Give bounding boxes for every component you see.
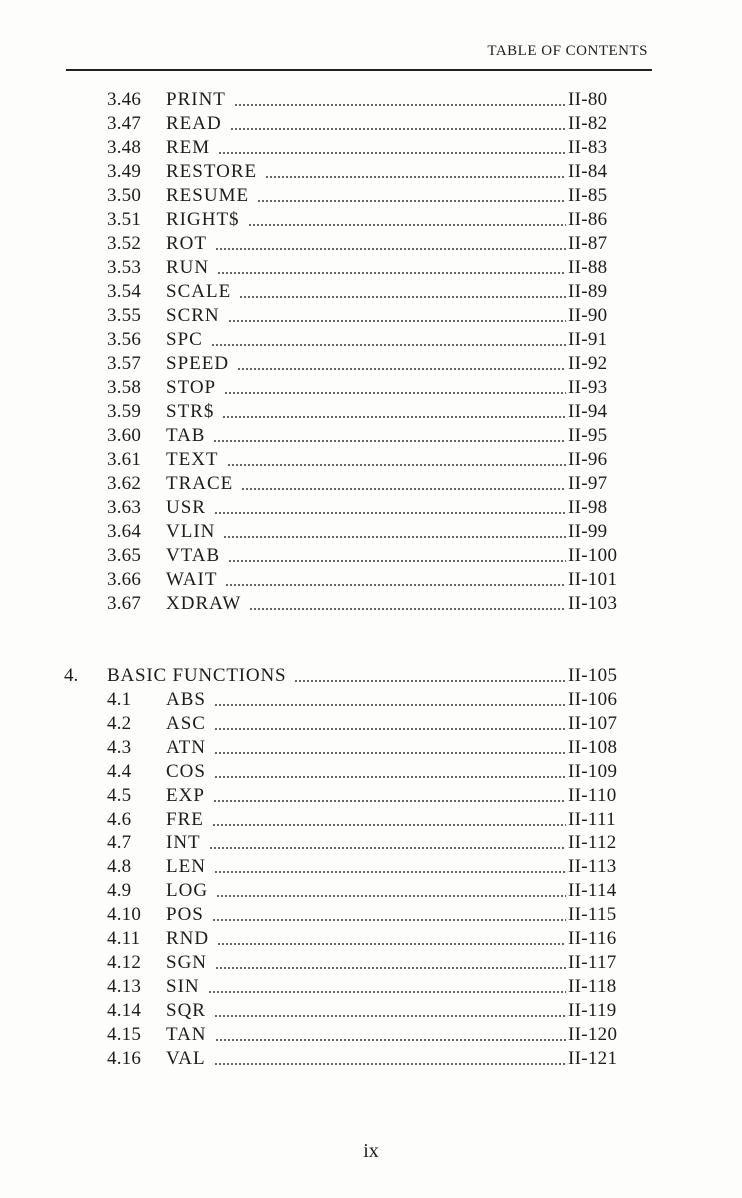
toc-entry[interactable] bbox=[0, 712, 742, 736]
toc-entry-title: LOG bbox=[166, 880, 209, 902]
dot-leader bbox=[214, 752, 566, 754]
toc-entry-title: SQR bbox=[166, 999, 206, 1021]
dot-leader bbox=[214, 728, 566, 730]
toc-entry[interactable] bbox=[0, 1047, 742, 1071]
toc-entry[interactable] bbox=[0, 112, 742, 136]
toc-entry-page: II-114 bbox=[568, 880, 617, 902]
toc-entry[interactable] bbox=[0, 376, 742, 400]
dot-leader bbox=[294, 680, 566, 682]
toc-entry-number: 4.1 bbox=[107, 689, 132, 710]
dot-leader bbox=[215, 248, 566, 250]
dot-leader bbox=[224, 392, 566, 394]
toc-entry[interactable] bbox=[0, 88, 742, 112]
toc-entry-number: 3.58 bbox=[107, 377, 142, 398]
dot-leader bbox=[214, 776, 566, 778]
toc-entry-title: ROT bbox=[166, 233, 207, 254]
running-header: TABLE OF CONTENTS bbox=[487, 43, 648, 59]
toc-entry[interactable] bbox=[0, 496, 742, 520]
toc-entry-number: 4.3 bbox=[107, 736, 132, 758]
dot-leader bbox=[249, 608, 566, 610]
toc-entry-number: 3.56 bbox=[107, 329, 142, 350]
toc-entry-page: II-113 bbox=[568, 856, 617, 878]
toc-entry-title: VTAB bbox=[166, 545, 221, 566]
dot-leader bbox=[214, 1063, 566, 1065]
toc-entry-number: 4.16 bbox=[107, 1047, 142, 1069]
toc-entry[interactable] bbox=[0, 592, 742, 616]
toc-entry-number: 4.11 bbox=[107, 928, 141, 949]
toc-entry-page: II-121 bbox=[568, 1047, 618, 1069]
page-number: ix bbox=[363, 1140, 379, 1162]
toc-entry-title: COS bbox=[166, 760, 206, 782]
toc-entry[interactable] bbox=[0, 784, 742, 808]
toc-entry-title: ATN bbox=[166, 736, 206, 758]
toc-entry[interactable] bbox=[0, 448, 742, 472]
toc-entry-page: II-95 bbox=[568, 425, 608, 446]
toc-entry-page: II-80 bbox=[568, 89, 608, 110]
toc-entry-number: 3.51 bbox=[107, 209, 142, 230]
toc-entry-number: 4.7 bbox=[107, 832, 132, 854]
toc-entry-title: TEXT bbox=[166, 449, 219, 470]
toc-entry-page: II-119 bbox=[568, 999, 617, 1021]
toc-entry-title: SPEED bbox=[166, 353, 230, 374]
toc-entry[interactable] bbox=[0, 136, 742, 160]
toc-entry-number: 3.64 bbox=[107, 521, 142, 542]
dot-leader bbox=[228, 560, 566, 562]
toc-entry-page: II-108 bbox=[568, 736, 618, 758]
toc-entry-title: XDRAW bbox=[166, 593, 242, 614]
toc-entry-page: II-112 bbox=[568, 832, 617, 854]
toc-entry-page: II-115 bbox=[568, 904, 617, 926]
toc-entry-page: II-89 bbox=[568, 281, 608, 302]
dot-leader bbox=[227, 464, 566, 466]
toc-entry-number: 4.4 bbox=[107, 760, 132, 782]
toc-entry-page: II-87 bbox=[568, 233, 608, 254]
toc-entry[interactable] bbox=[0, 568, 742, 592]
toc-entry-number: 3.60 bbox=[107, 425, 142, 446]
toc-entry-page: II-94 bbox=[568, 401, 608, 422]
toc-entry-number: 3.55 bbox=[107, 305, 142, 326]
toc-entry-page: II-101 bbox=[568, 569, 618, 590]
toc-entry-number: 4. bbox=[64, 665, 79, 686]
toc-entry[interactable] bbox=[0, 951, 742, 975]
toc-entry-title: SGN bbox=[166, 951, 208, 973]
toc-entry-page: II-109 bbox=[568, 760, 618, 782]
toc-entry-title: USR bbox=[166, 497, 206, 518]
dot-leader bbox=[257, 200, 566, 202]
toc-entry-number: 3.52 bbox=[107, 233, 142, 254]
dot-leader bbox=[223, 536, 566, 538]
toc-entry-title: SPC bbox=[166, 329, 203, 350]
toc-entry-page: II-85 bbox=[568, 185, 608, 206]
dot-leader bbox=[234, 104, 566, 106]
toc-entry-page: II-84 bbox=[568, 161, 608, 182]
toc-entry-page: II-118 bbox=[568, 975, 617, 997]
toc-entry-number: 4.15 bbox=[107, 1023, 142, 1045]
toc-entry[interactable] bbox=[0, 760, 742, 784]
dot-leader bbox=[209, 847, 566, 849]
toc-entry-number: 4.8 bbox=[107, 856, 132, 878]
toc-entry-number: 3.63 bbox=[107, 497, 142, 518]
toc-entry-title: ASC bbox=[166, 712, 206, 734]
dot-leader bbox=[230, 128, 566, 130]
toc-entry-page: II-100 bbox=[568, 545, 618, 566]
toc-entry-title: VAL bbox=[166, 1047, 206, 1069]
toc-entry-number: 3.59 bbox=[107, 401, 142, 422]
toc-entry-page: II-88 bbox=[568, 257, 608, 278]
dot-leader bbox=[215, 967, 566, 969]
toc-entry-title: TAB bbox=[166, 425, 206, 446]
toc-entry-number: 3.50 bbox=[107, 185, 142, 206]
toc-entry[interactable] bbox=[0, 520, 742, 544]
toc-entry[interactable] bbox=[0, 903, 742, 927]
dot-leader bbox=[218, 152, 566, 154]
toc-entry-page: II-111 bbox=[568, 808, 616, 830]
dot-leader bbox=[214, 871, 566, 873]
toc-entry[interactable] bbox=[0, 855, 742, 879]
toc-entry-number: 4.9 bbox=[107, 880, 132, 902]
toc-entry-number: 3.65 bbox=[107, 545, 142, 566]
toc-entry[interactable] bbox=[0, 808, 742, 832]
toc-entry-page: II-98 bbox=[568, 497, 608, 518]
toc-entry-page: II-91 bbox=[568, 329, 608, 350]
toc-entry-number: 4.6 bbox=[107, 808, 132, 830]
toc-entry[interactable] bbox=[0, 184, 742, 208]
toc-entry-page: II-93 bbox=[568, 377, 608, 398]
toc-entry-page: II-116 bbox=[568, 928, 617, 949]
dot-leader bbox=[216, 895, 566, 897]
toc-entry-number: 3.66 bbox=[107, 569, 142, 590]
dot-leader bbox=[214, 1015, 566, 1017]
toc-entry[interactable] bbox=[0, 280, 742, 304]
toc-entry-title: VLIN bbox=[166, 521, 216, 542]
toc-entry-title: SCALE bbox=[166, 281, 232, 302]
toc-entry-page: II-107 bbox=[568, 712, 618, 734]
toc-entry[interactable] bbox=[0, 975, 742, 999]
toc-entry[interactable] bbox=[0, 328, 742, 352]
toc-entry-title: REM bbox=[166, 137, 211, 158]
toc-entry-title: PRINT bbox=[166, 89, 226, 110]
toc-entry-page: II-92 bbox=[568, 353, 608, 374]
toc-entry[interactable] bbox=[0, 208, 742, 232]
dot-leader bbox=[217, 272, 566, 274]
dot-leader bbox=[213, 440, 566, 442]
toc-entry-number: 4.5 bbox=[107, 784, 132, 806]
toc-entry-number: 4.10 bbox=[107, 904, 142, 926]
toc-entry-page: II-83 bbox=[568, 137, 608, 158]
toc-entry[interactable] bbox=[0, 544, 742, 568]
toc-entry-number: 3.53 bbox=[107, 257, 142, 278]
dot-leader bbox=[248, 224, 566, 226]
toc-entry[interactable] bbox=[0, 999, 742, 1023]
toc-entry-number: 3.54 bbox=[107, 281, 142, 302]
toc-entry-title: WAIT bbox=[166, 569, 218, 590]
toc-entry-number: 3.49 bbox=[107, 161, 142, 182]
toc-entry-number: 4.14 bbox=[107, 999, 142, 1021]
dot-leader bbox=[225, 584, 566, 586]
toc-entry-number: 3.61 bbox=[107, 449, 142, 470]
toc-entry-title: RESUME bbox=[166, 185, 250, 206]
toc-entry-page: II-97 bbox=[568, 473, 608, 494]
toc-entry-page: II-110 bbox=[568, 784, 617, 806]
toc-entry[interactable] bbox=[0, 304, 742, 328]
toc-entry-title: RUN bbox=[166, 257, 210, 278]
toc-entry-number: 3.48 bbox=[107, 137, 142, 158]
toc-entry-title: SCRN bbox=[166, 305, 220, 326]
toc-entry-page: II-90 bbox=[568, 305, 608, 326]
toc-entry-title: BASIC FUNCTIONS bbox=[107, 665, 287, 686]
toc-entry-page: II-117 bbox=[568, 951, 617, 973]
toc-section-heading[interactable] bbox=[0, 664, 742, 688]
dot-leader bbox=[241, 488, 566, 490]
toc-entry-title: SIN bbox=[166, 975, 200, 997]
toc-entry[interactable] bbox=[0, 232, 742, 256]
toc-entry[interactable] bbox=[0, 927, 742, 951]
dot-leader bbox=[211, 344, 566, 346]
dot-leader bbox=[212, 919, 566, 921]
toc-entry[interactable] bbox=[0, 160, 742, 184]
toc-entry-title: TRACE bbox=[166, 473, 234, 494]
toc-entry-page: II-120 bbox=[568, 1023, 618, 1045]
dot-leader bbox=[208, 991, 566, 993]
dot-leader bbox=[214, 512, 566, 514]
toc-entry-title: INT bbox=[166, 832, 201, 854]
dot-leader bbox=[213, 800, 566, 802]
header-rule bbox=[66, 69, 652, 71]
dot-leader bbox=[214, 704, 566, 706]
dot-leader bbox=[228, 320, 566, 322]
toc-entry-page: II-96 bbox=[568, 449, 608, 470]
toc-entry-title: RND bbox=[166, 928, 210, 949]
toc-entry-title: READ bbox=[166, 113, 222, 134]
toc-entry[interactable] bbox=[0, 472, 742, 496]
toc-entry-number: 4.2 bbox=[107, 712, 132, 734]
toc-entry-number: 4.13 bbox=[107, 975, 142, 997]
toc-entry[interactable] bbox=[0, 256, 742, 280]
toc-entry-page: II-99 bbox=[568, 521, 608, 542]
toc-entry-number: 3.47 bbox=[107, 113, 142, 134]
toc-entry-number: 3.67 bbox=[107, 593, 142, 614]
toc-entry-title: LEN bbox=[166, 856, 206, 878]
dot-leader bbox=[222, 416, 566, 418]
toc-entry[interactable] bbox=[0, 736, 742, 760]
toc-entry-title: POS bbox=[166, 904, 204, 926]
toc-entry[interactable] bbox=[0, 831, 742, 855]
toc-entry-page: II-106 bbox=[568, 689, 618, 710]
toc-entry-page: II-82 bbox=[568, 113, 608, 134]
dot-leader bbox=[212, 824, 566, 826]
dot-leader bbox=[217, 943, 566, 945]
dot-leader bbox=[215, 1039, 566, 1041]
toc-entry-page: II-105 bbox=[568, 665, 618, 686]
toc-entry[interactable] bbox=[0, 688, 742, 712]
toc-entry-number: 3.57 bbox=[107, 353, 142, 374]
toc-entry-title: STR$ bbox=[166, 401, 215, 422]
toc-entry-page: II-103 bbox=[568, 593, 618, 614]
toc-entry-number: 3.62 bbox=[107, 473, 142, 494]
toc-entry-number: 4.12 bbox=[107, 951, 142, 973]
toc-entry-title: EXP bbox=[166, 784, 205, 806]
toc-entry[interactable] bbox=[0, 352, 742, 376]
toc-entry[interactable] bbox=[0, 879, 742, 903]
dot-leader bbox=[265, 176, 566, 178]
dot-leader bbox=[239, 296, 566, 298]
toc-entry-title: ABS bbox=[166, 689, 206, 710]
toc-entry-page: II-86 bbox=[568, 209, 608, 230]
toc-entry-title: STOP bbox=[166, 377, 217, 398]
toc-entry[interactable] bbox=[0, 1023, 742, 1047]
toc-entry[interactable] bbox=[0, 424, 742, 448]
dot-leader bbox=[237, 368, 566, 370]
toc-entry-title: FRE bbox=[166, 808, 204, 830]
toc-entry[interactable] bbox=[0, 400, 742, 424]
toc-entry-title: TAN bbox=[166, 1023, 207, 1045]
toc-entry-title: RIGHT$ bbox=[166, 209, 240, 230]
toc-entry-number: 3.46 bbox=[107, 89, 142, 110]
toc-entry-title: RESTORE bbox=[166, 161, 258, 182]
